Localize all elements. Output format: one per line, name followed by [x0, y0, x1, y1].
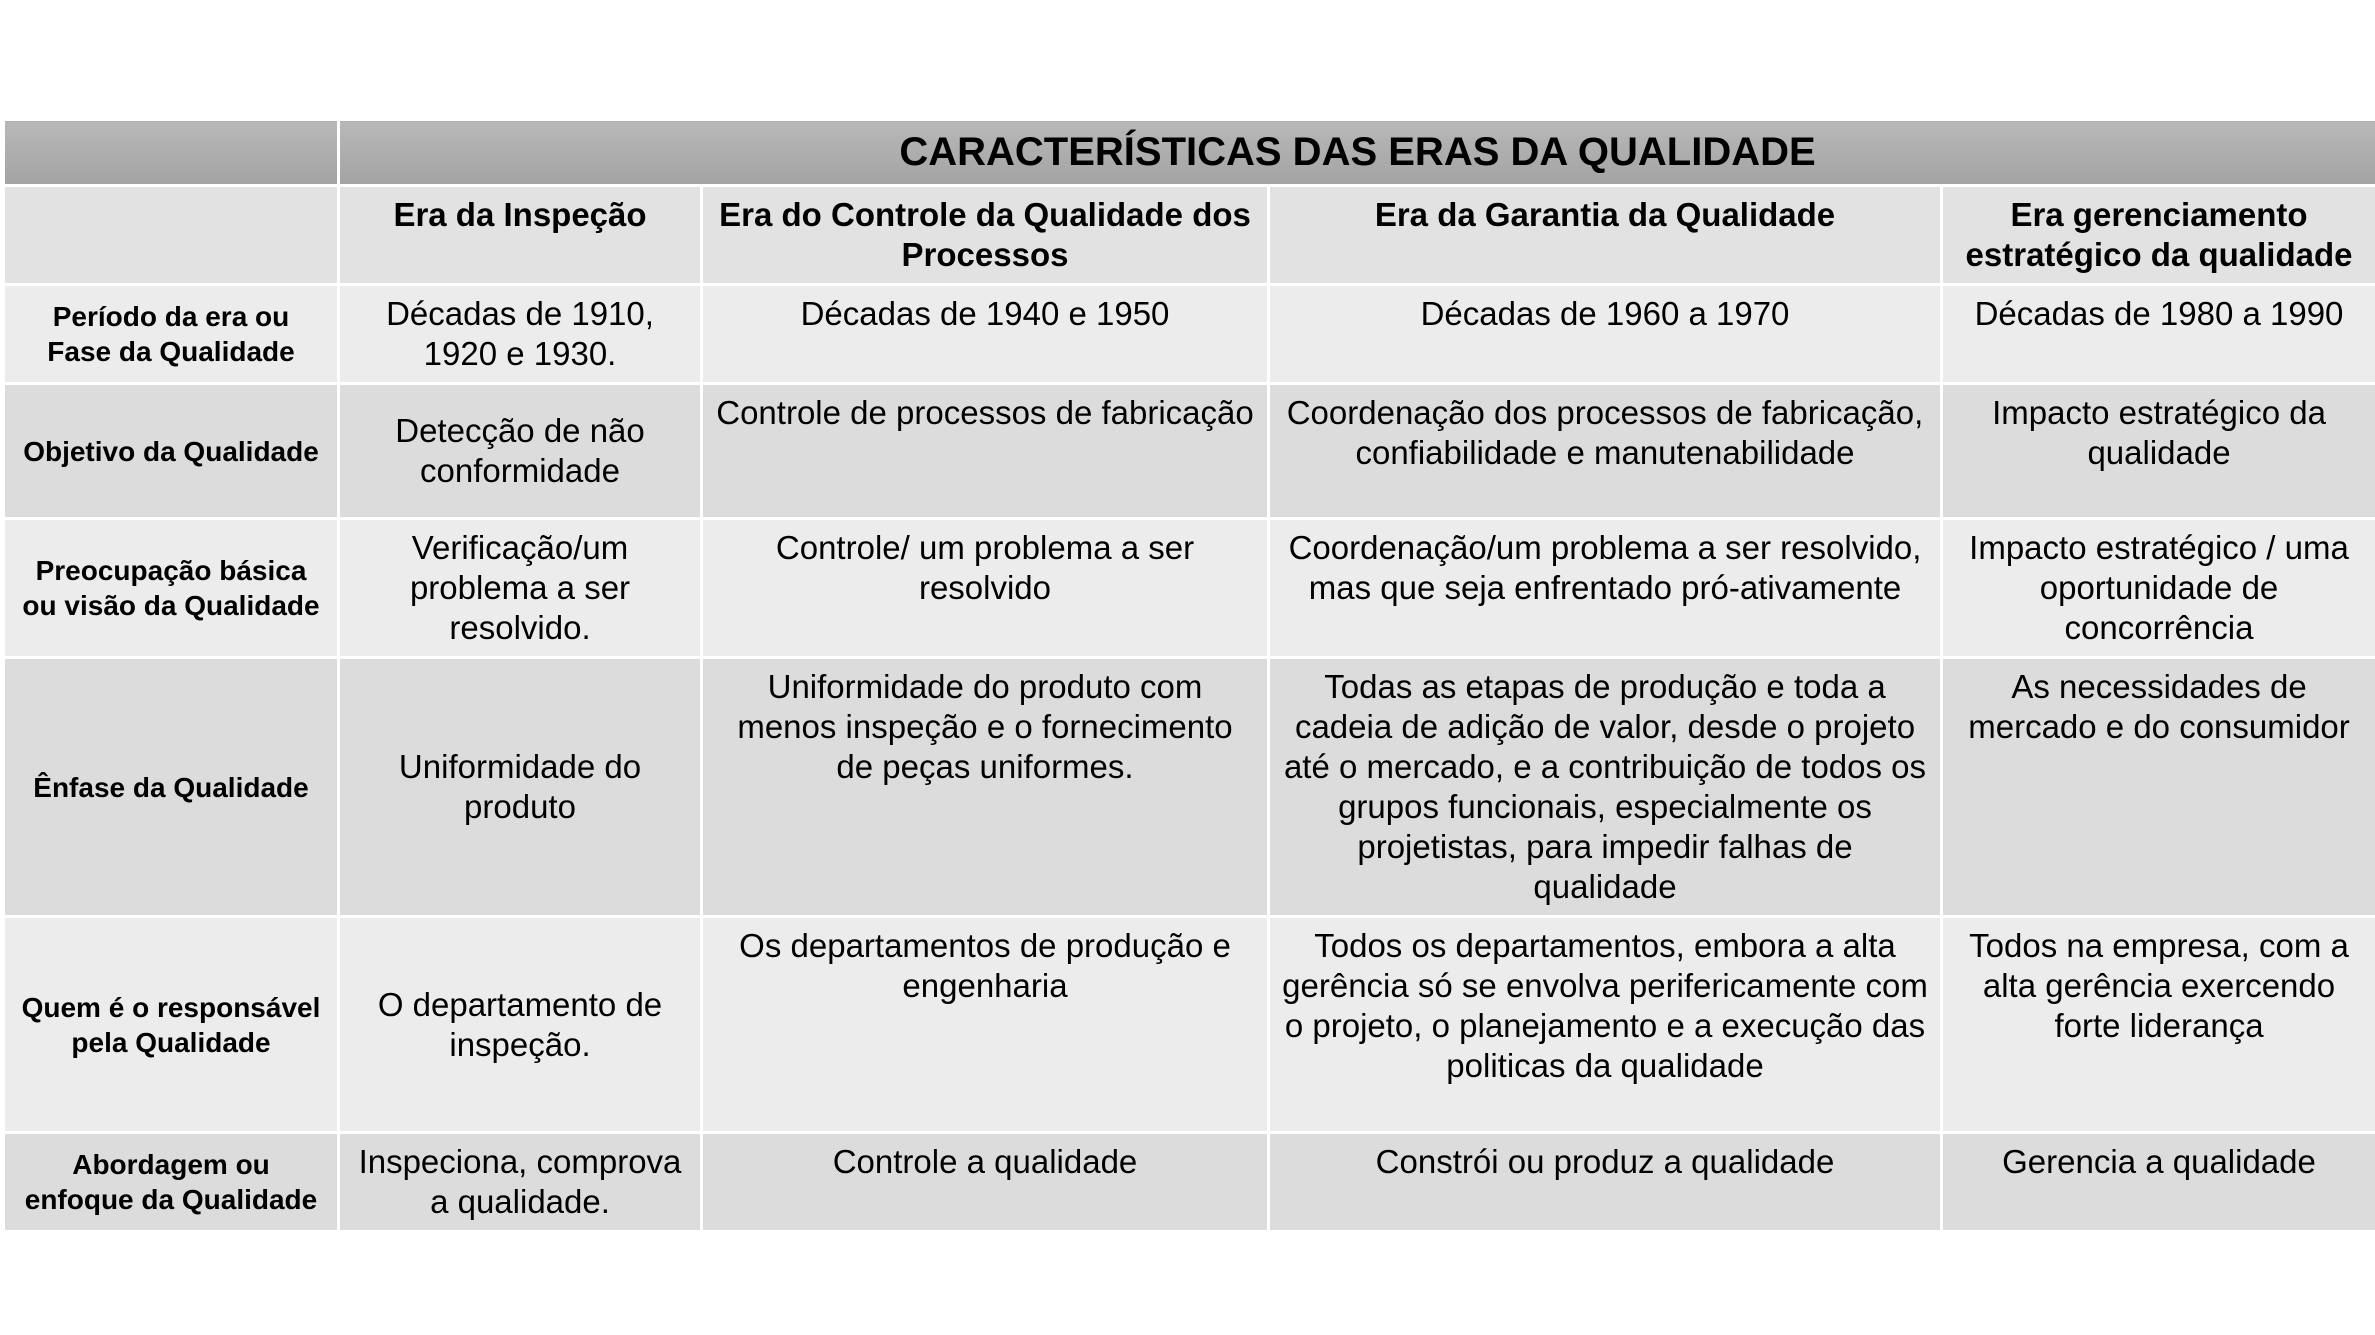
table-row: [4, 285, 2375, 384]
table-cell: Impacto estratégico / uma oportunidade de concorrência: [1942, 519, 2375, 658]
table-cell: Controle a qualidade: [702, 1133, 1269, 1232]
row-label: Objetivo da Qualidade: [4, 384, 339, 519]
row-label: Preocupação básica ou visão da Qualidade: [4, 519, 339, 658]
table-cell: Uniformidade do produto com menos inspeção e o fornecimento de peças uniformes.: [702, 658, 1269, 917]
table-cell: Uniformidade do produto: [339, 658, 702, 917]
table-cell: O departamento de inspeção.: [339, 917, 702, 1133]
table-cell: Décadas de 1960 a 1970: [1269, 285, 1942, 384]
table-row: [4, 519, 2375, 658]
table-title-row: [4, 120, 2375, 186]
column-header-gerenciamento: Era gerenciamento estratégico da qualidade: [1942, 186, 2375, 285]
row-label: Abordagem ou enfoque da Qualidade: [4, 1133, 339, 1232]
row-label: Período da era ou Fase da Qualidade: [4, 285, 339, 384]
table-cell: Décadas de 1980 a 1990: [1942, 285, 2375, 384]
table-cell: Detecção de não conformidade: [339, 384, 702, 519]
table-row: [4, 658, 2375, 917]
table-title: CARACTERÍSTICAS DAS ERAS DA QUALIDADE: [339, 120, 2375, 186]
column-header-controle: Era do Controle da Qualidade dos Processos: [702, 186, 1269, 285]
column-header-inspecao: Era da Inspeção: [339, 186, 702, 285]
table-row: [4, 1133, 2375, 1232]
corner-cell: [4, 120, 339, 186]
empty-header-cell: [4, 186, 339, 285]
table-cell: Coordenação/um problema a ser resolvido, mas que seja enfrentado pró-ativamente: [1269, 519, 1942, 658]
column-header-garantia: Era da Garantia da Qualidade: [1269, 186, 1942, 285]
table-cell: Controle de processos de fabricação: [702, 384, 1269, 519]
quality-eras-table: [2, 118, 2375, 1233]
table-cell: Décadas de 1940 e 1950: [702, 285, 1269, 384]
table-cell: As necessidades de mercado e do consumidor: [1942, 658, 2375, 917]
table-cell: Décadas de 1910, 1920 e 1930.: [339, 285, 702, 384]
table-row: [4, 384, 2375, 519]
table-cell: Impacto estratégico da qualidade: [1942, 384, 2375, 519]
table-cell: Todos na empresa, com a alta gerência exercendo forte liderança: [1942, 917, 2375, 1133]
table-cell: Todos os departamentos, embora a alta gerência só se envolva perifericamente com o projeto, o planejamento e a execução das politicas da qualidade: [1269, 917, 1942, 1133]
table-row: [4, 917, 2375, 1133]
table-cell: Os departamentos de produção e engenharia: [702, 917, 1269, 1133]
row-label: Quem é o responsável pela Qualidade: [4, 917, 339, 1133]
table-cell: Controle/ um problema a ser resolvido: [702, 519, 1269, 658]
table-cell: Verificação/um problema a ser resolvido.: [339, 519, 702, 658]
row-label: Ênfase da Qualidade: [4, 658, 339, 917]
table-cell: Coordenação dos processos de fabricação, confiabilidade e manutenabilidade: [1269, 384, 1942, 519]
column-header-row: [4, 186, 2375, 285]
table-cell: Constrói ou produz a qualidade: [1269, 1133, 1942, 1232]
table-cell: Inspeciona, comprova a qualidade.: [339, 1133, 702, 1232]
table-cell: Gerencia a qualidade: [1942, 1133, 2375, 1232]
table-cell: Todas as etapas de produção e toda a cadeia de adição de valor, desde o projeto até o mercado, e a contribuição de todos os grupos funcionais, especialmente os projetistas, para impedir falhas de qualidade: [1269, 658, 1942, 917]
